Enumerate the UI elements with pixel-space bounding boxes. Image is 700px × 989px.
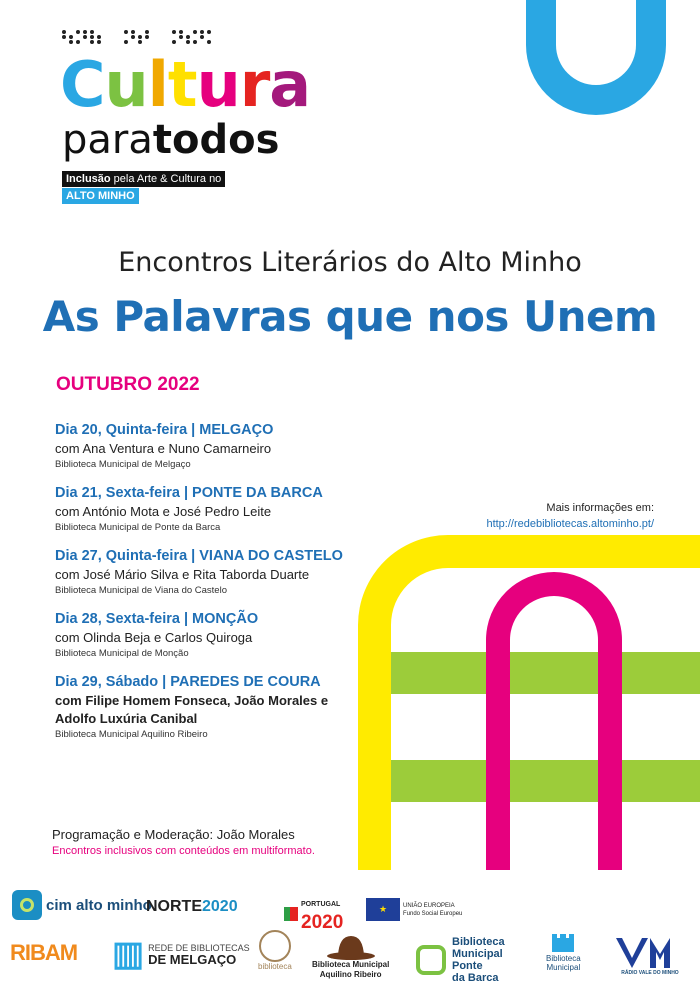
ribam-logo: RIBAM <box>10 940 78 965</box>
vm-icon <box>616 936 684 970</box>
book-icon <box>416 945 446 975</box>
event-guests: com Ana Ventura e Nuno Camarneiro <box>55 441 272 456</box>
event-date-location: Dia 28, Sexta-feira | MONÇÃO <box>55 611 259 627</box>
list-item <box>55 610 385 661</box>
page-title: As Palavras que nos Unem <box>42 292 658 341</box>
ponte-da-barca-library-logo: Biblioteca Municipal Ponte da Barca <box>416 936 505 984</box>
hat-icon <box>326 932 376 960</box>
event-guests: com António Mota e José Pedro Leite <box>55 504 272 519</box>
event-venue: Biblioteca Municipal de Melgaço <box>55 459 191 470</box>
eu-logo: ★ UNIÃO EUROPEIA Fundo Social Europeu <box>366 898 462 921</box>
event-guests-continued: Adolfo Luxúria Canibal <box>55 711 198 726</box>
melgaco-icon: ▥ <box>112 935 145 973</box>
melgaco-library-network-logo: ▥ REDE DE BIBLIOTECAS DE MELGAÇO <box>112 935 250 973</box>
viana-do-castelo-library-logo: Biblioteca Municipal <box>546 930 581 972</box>
event-guests: com José Mário Silva e Rita Taborda Duarte <box>55 567 310 582</box>
cyan-u-shape <box>526 0 666 115</box>
portugal-2020-logo: PORTUGAL 2020 <box>284 896 343 932</box>
credits <box>52 826 315 859</box>
cim-icon <box>12 890 42 920</box>
castle-icon <box>548 930 578 954</box>
portugal-flag-icon <box>284 907 298 921</box>
paratodos-logo: paratodos <box>62 117 280 163</box>
event-date-location: Dia 29, Sábado | PAREDES DE COURA <box>55 674 321 690</box>
book-icon <box>259 930 291 962</box>
aquilino-ribeiro-library-logo: Biblioteca Municipal Aquilino Ribeiro <box>312 932 389 980</box>
list-item <box>55 484 385 535</box>
inclusive-note: Encontros inclusivos com conteúdos em multiformato. <box>52 845 315 857</box>
braille-word-3 <box>172 30 214 45</box>
radio-vale-do-minho-logo: RÁDIO VALE DO MINHO <box>616 936 684 976</box>
list-item <box>55 421 385 472</box>
braille-word-1 <box>62 30 104 45</box>
eu-flag-icon: ★ <box>366 898 400 921</box>
cim-alto-minho-logo: cim alto minho <box>12 890 152 920</box>
website-link[interactable]: http://redebibliotecas.altominho.pt/ <box>486 518 654 530</box>
event-series-subtitle: Encontros Literários do Alto Minho <box>118 247 582 278</box>
events-list <box>55 421 385 754</box>
event-venue: Biblioteca Municipal de Monção <box>55 648 189 659</box>
cultura-logo: Cultura <box>60 48 311 121</box>
more-info <box>486 500 654 532</box>
event-date-location: Dia 21, Sexta-feira | PONTE DA BARCA <box>55 485 323 501</box>
event-guests: com Olinda Beja e Carlos Quiroga <box>55 630 253 645</box>
list-item <box>55 673 385 742</box>
braille-word-2 <box>124 30 152 45</box>
biblioteca-logo: biblioteca <box>258 930 292 971</box>
braille-pattern <box>62 30 232 45</box>
list-item <box>55 547 385 598</box>
event-guests: com Filipe Homem Fonseca, João Morales e <box>55 693 329 708</box>
event-venue: Biblioteca Municipal Aquilino Ribeiro <box>55 729 208 740</box>
tagline-region: ALTO MINHO <box>62 188 139 204</box>
more-info-label: Mais informações em: <box>546 502 654 514</box>
green-bar-bottom <box>360 760 700 802</box>
programming-credit: Programação e Moderação: João Morales <box>52 827 295 842</box>
month-heading: OUTUBRO 2022 <box>56 374 200 395</box>
green-bar-top <box>360 652 700 694</box>
norte-2020-logo: NORTE 2020 <box>146 898 238 915</box>
magenta-arch <box>486 572 622 870</box>
event-date-location: Dia 27, Quinta-feira | VIANA DO CASTELO <box>55 548 343 564</box>
event-venue: Biblioteca Municipal de Viana do Castelo <box>55 585 227 596</box>
tagline: Inclusão pela Arte & Cultura no <box>62 171 225 187</box>
event-date-location: Dia 20, Quinta-feira | MELGAÇO <box>55 422 274 438</box>
event-venue: Biblioteca Municipal de Ponte da Barca <box>55 522 221 533</box>
